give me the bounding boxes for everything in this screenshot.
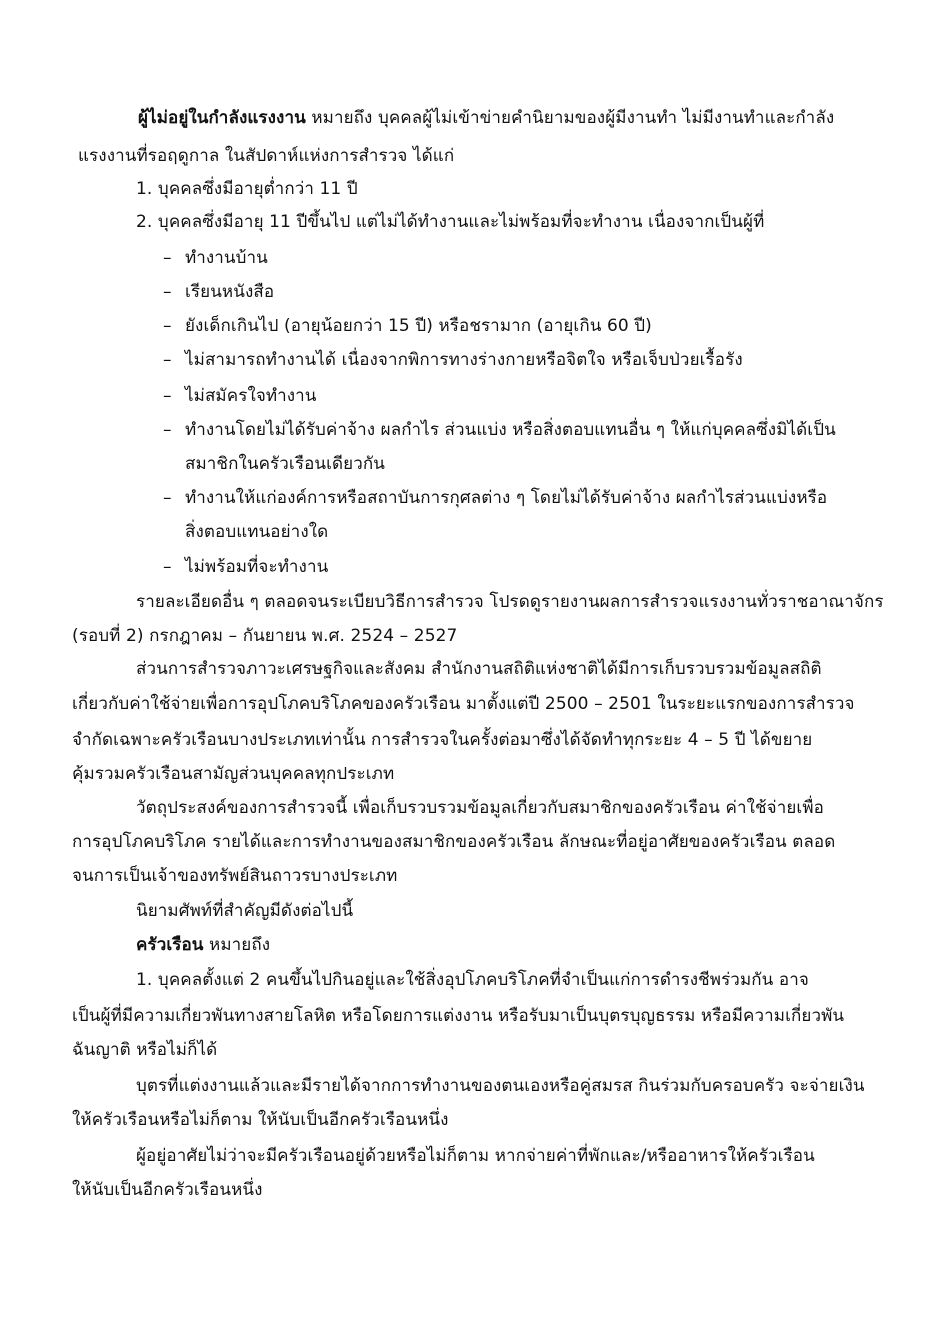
dash-bullet: – <box>163 386 172 406</box>
sub-item-age <box>163 314 652 338</box>
sub-item-housework <box>163 246 268 270</box>
household-p3-line-1: ผู้อยู่อาศัยไม่ว่าจะมีครัวเรือนอยู่ด้วยหรือไม่ก็ตาม หากจ่ายค่าที่พักและ/หรืออาหารให้ครัวเรือน <box>136 1146 815 1166</box>
sub-item-text: ไม่สามารถทำงานได้ เนื่องจากพิการทางร่างกายหรือจิตใจ หรือเจ็บป่วยเรื้อรัง <box>185 350 743 370</box>
household-p2-line-1: บุตรที่แต่งงานแล้วและมีรายได้จากการทำงานของตนเองหรือคู่สมรส กินร่วมกับครอบครัว จะจ่ายเงิน <box>136 1076 865 1096</box>
sub-item-text: ไม่สมัครใจทำงาน <box>185 386 317 406</box>
details-line-1: รายละเอียดอื่น ๆ ตลอดจนระเบียบวิธีการสำรวจ โปรดดูรายงานผลการสำรวจแรงงานทั่วราชอาณาจักร <box>136 592 884 612</box>
household-heading-text: หมายถึง <box>203 935 271 955</box>
sub-item-unpaid-work-line-1 <box>163 418 836 442</box>
list-item-2: 2. บุคคลซึ่งมีอายุ 11 ปีขึ้นไป แต่ไม่ได้ทำงานและไม่พร้อมที่จะทำงาน เนื่องจากเป็นผู้ที่ <box>136 212 765 232</box>
household-heading <box>136 933 270 957</box>
sub-item-text: ทำงานโดยไม่ได้รับค่าจ้าง ผลกำไร ส่วนแบ่ง หรือสิ่งตอบแทนอื่น ๆ ให้แก่บุคคลซึ่งมิได้เป็น <box>185 420 836 440</box>
sub-item-text: ไม่พร้อมที่จะทำงาน <box>185 557 329 577</box>
sub-item-unpaid-work-line-2: สมาชิกในครัวเรือนเดียวกัน <box>185 454 385 474</box>
sub-item-text: ทำงานบ้าน <box>185 248 268 268</box>
objective-line-3: จนการเป็นเจ้าของทรัพย์สินถาวรบางประเภท <box>72 866 398 886</box>
sub-item-charity-line-2: สิ่งตอบแทนอย่างใด <box>185 522 329 542</box>
household-p3-line-2: ให้นับเป็นอีกครัวเรือนหนึ่ง <box>72 1180 263 1200</box>
dash-bullet: – <box>163 488 172 508</box>
survey-line-3: จำกัดเฉพาะครัวเรือนบางประเภทเท่านั้น การสำรวจในครั้งต่อมาซึ่งได้จัดทำทุกระยะ 4 – 5 ปี ได้ขยาย <box>72 730 813 750</box>
labor-force-definition-line-2: แรงงานที่รอฤดูกาล ในสัปดาห์แห่งการสำรวจ ได้แก่ <box>78 146 455 166</box>
survey-line-4: คุ้มรวมครัวเรือนสามัญส่วนบุคคลทุกประเภท <box>72 764 395 784</box>
sub-item-text: ยังเด็กเกินไป (อายุน้อยกว่า 15 ปี) หรือชรามาก (อายุเกิน 60 ปี) <box>185 316 652 336</box>
household-p1-line-2: เป็นผู้ที่มีความเกี่ยวพันทางสายโลหิต หรือโดยการแต่งงาน หรือรับมาเป็นบุตรบุญธรรม หรือมีความเกี่ยวพัน <box>72 1006 845 1026</box>
list-item-1: 1. บุคคลซึ่งมีอายุต่ำกว่า 11 ปี <box>136 179 358 199</box>
dash-bullet: – <box>163 557 172 577</box>
labor-line-1-text: หมายถึง บุคคลผู้ไม่เข้าข่ายคำนิยามของผู้มีงานทำ ไม่มีงานทำและกำลัง <box>305 108 835 128</box>
household-p1-line-1: 1. บุคคลตั้งแต่ 2 คนขึ้นไปกินอยู่และใช้สิ่งอุปโภคบริโภคที่จำเป็นแก่การดำรงชีพร่วมกัน อาจ <box>136 970 809 990</box>
objective-line-2: การอุปโภคบริโภค รายได้และการทำงานของสมาชิกของครัวเรือน ลักษณะที่อยู่อาศัยของครัวเรือน ตลอด <box>72 832 836 852</box>
sub-item-charity-line-1 <box>163 486 827 510</box>
details-line-2: (รอบที่ 2) กรกฎาคม – กันยายน พ.ศ. 2524 – 2527 <box>72 626 458 646</box>
sub-item-studying <box>163 280 274 304</box>
survey-line-1: ส่วนการสำรวจภาวะเศรษฐกิจและสังคม สำนักงานสถิติแห่งชาติได้มีการเก็บรวบรวมข้อมูลสถิติ <box>136 659 822 679</box>
sub-item-not-ready <box>163 555 328 579</box>
dash-bullet: – <box>163 282 172 302</box>
household-p1-line-3: ฉันญาติ หรือไม่ก็ได้ <box>72 1040 218 1060</box>
term-household: ครัวเรือน <box>136 935 204 955</box>
definitions-intro: นิยามศัพท์ที่สำคัญมีดังต่อไปนี้ <box>136 901 354 921</box>
sub-item-unwilling <box>163 384 317 408</box>
dash-bullet: – <box>163 420 172 440</box>
sub-item-text: เรียนหนังสือ <box>185 282 275 302</box>
dash-bullet: – <box>163 350 172 370</box>
survey-line-2: เกี่ยวกับค่าใช้จ่ายเพื่อการอุปโภคบริโภคของครัวเรือน มาตั้งแต่ปี 2500 – 2501 ในระยะแรกของการสำรวจ <box>72 694 855 714</box>
objective-line-1: วัตถุประสงค์ของการสำรวจนี้ เพื่อเก็บรวบรวมข้อมูลเกี่ยวกับสมาชิกของครัวเรือน ค่าใช้จ่ายเพื่อ <box>136 798 824 818</box>
labor-force-definition-line-1 <box>138 106 834 130</box>
household-p2-line-2: ให้ครัวเรือนหรือไม่ก็ตาม ให้นับเป็นอีกครัวเรือนหนึ่ง <box>72 1110 449 1130</box>
term-not-in-labor-force: ผู้ไม่อยู่ในกำลังแรงงาน <box>138 108 306 128</box>
sub-item-disabled <box>163 348 743 372</box>
dash-bullet: – <box>163 316 172 336</box>
dash-bullet: – <box>163 248 172 268</box>
sub-item-text: ทำงานให้แก่องค์การหรือสถาบันการกุศลต่าง ๆ โดยไม่ได้รับค่าจ้าง ผลกำไรส่วนแบ่งหรือ <box>185 488 828 508</box>
